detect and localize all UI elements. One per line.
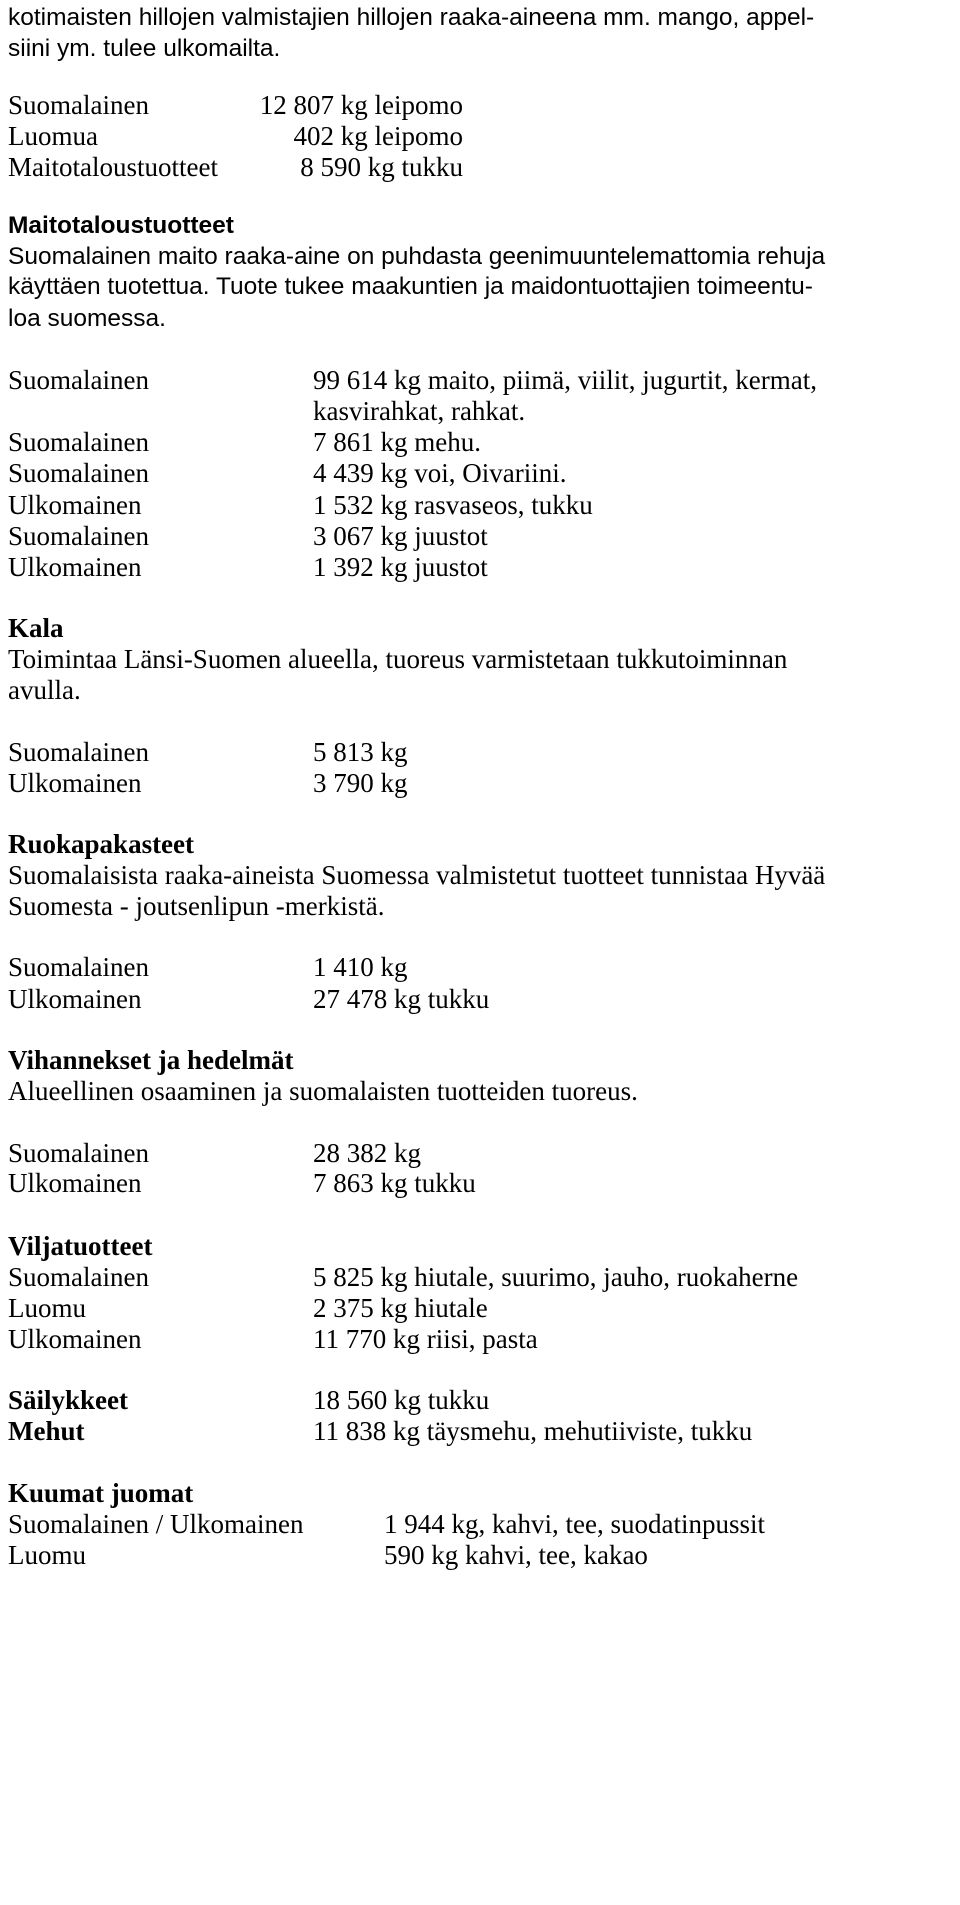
row-value: 18 560 kg tukku [313, 1385, 490, 1415]
row-value: 8 590 kg tukku [300, 152, 463, 182]
row-value: 3 790 kg [313, 768, 408, 798]
row-value: 1 392 kg juustot [313, 552, 488, 582]
section-text: Toimintaa Länsi-Suomen alueella, tuoreus varmistetaan tukkutoiminnan [8, 644, 788, 674]
row-label: Suomalainen [8, 365, 149, 395]
row-value: 1 944 kg, kahvi, tee, suodatinpussit [384, 1509, 765, 1539]
row-label: Maitotaloustuotteet [8, 152, 218, 182]
row-value: 12 807 kg leipomo [259, 90, 463, 120]
row-value: 7 863 kg tukku [313, 1168, 476, 1198]
row-value: 5 813 kg [313, 737, 408, 767]
row-label: Ulkomainen [8, 490, 142, 520]
row-value: 11 838 kg täysmehu, mehutiiviste, tukku [313, 1416, 753, 1446]
row-value: 1 410 kg [313, 952, 408, 982]
intro-line: kotimaisten hillojen valmistajien hillojen raaka-aineena mm. mango, appel- [8, 4, 815, 31]
row-value: 4 439 kg voi, Oivariini. [313, 458, 567, 488]
section-heading: Ruokapakasteet [8, 829, 195, 859]
row-label: Suomalainen [8, 1262, 149, 1292]
row-value: 27 478 kg tukku [313, 984, 490, 1014]
row-label: Luomu [8, 1293, 86, 1323]
row-value: 28 382 kg [313, 1138, 421, 1168]
row-label: Suomalainen [8, 427, 149, 457]
row-value: 1 532 kg rasvaseos, tukku [313, 490, 593, 520]
section-heading: Viljatuotteet [8, 1231, 153, 1261]
row-label: Ulkomainen [8, 1324, 142, 1354]
row-value: 402 kg leipomo [293, 121, 463, 151]
section-heading: Vihannekset ja hedelmät [8, 1045, 294, 1075]
section-heading: Kuumat juomat [8, 1478, 194, 1508]
section-text: avulla. [8, 675, 81, 705]
section-text: Suomesta - joutsenlipun -merkistä. [8, 891, 385, 921]
row-label: Luomu [8, 1540, 86, 1570]
row-label: Suomalainen [8, 90, 149, 120]
section-heading: Maitotaloustuotteet [8, 212, 234, 239]
section-text: Suomalaisista raaka-aineista Suomessa valmistetut tuotteet tunnistaa Hyvää [8, 860, 826, 890]
row-label: Luomua [8, 121, 98, 151]
row-label: Ulkomainen [8, 552, 142, 582]
row-value: 5 825 kg hiutale, suurimo, jauho, ruokaherne [313, 1262, 799, 1292]
section-heading: Kala [8, 613, 64, 643]
row-value: 11 770 kg riisi, pasta [313, 1324, 538, 1354]
row-value: 2 375 kg hiutale [313, 1293, 488, 1323]
intro-line: siini ym. tulee ulkomailta. [8, 35, 281, 62]
row-label: Suomalainen [8, 737, 149, 767]
row-label: Ulkomainen [8, 768, 142, 798]
row-label: Ulkomainen [8, 984, 142, 1014]
section-text: käyttäen tuotettua. Tuote tukee maakuntien ja maidontuottajien toimeentu- [8, 273, 813, 300]
row-value: 7 861 kg mehu. [313, 427, 481, 457]
row-label: Suomalainen [8, 458, 149, 488]
row-value: 590 kg kahvi, tee, kakao [384, 1540, 648, 1570]
row-value: 3 067 kg juustot [313, 521, 488, 551]
row-label: Suomalainen / Ulkomainen [8, 1509, 304, 1539]
row-value: kasvirahkat, rahkat. [313, 396, 526, 426]
section-text: Suomalainen maito raaka-aine on puhdasta geenimuuntelemattomia rehuja [8, 243, 826, 270]
section-heading: Säilykkeet [8, 1385, 129, 1415]
row-label: Ulkomainen [8, 1168, 142, 1198]
row-label: Suomalainen [8, 521, 149, 551]
section-text: loa suomessa. [8, 305, 166, 332]
section-heading: Mehut [8, 1416, 85, 1446]
row-label: Suomalainen [8, 1138, 149, 1168]
row-label: Suomalainen [8, 952, 149, 982]
section-text: Alueellinen osaaminen ja suomalaisten tuotteiden tuoreus. [8, 1076, 638, 1106]
row-value: 99 614 kg maito, piimä, viilit, jugurtit, kermat, [313, 365, 817, 395]
